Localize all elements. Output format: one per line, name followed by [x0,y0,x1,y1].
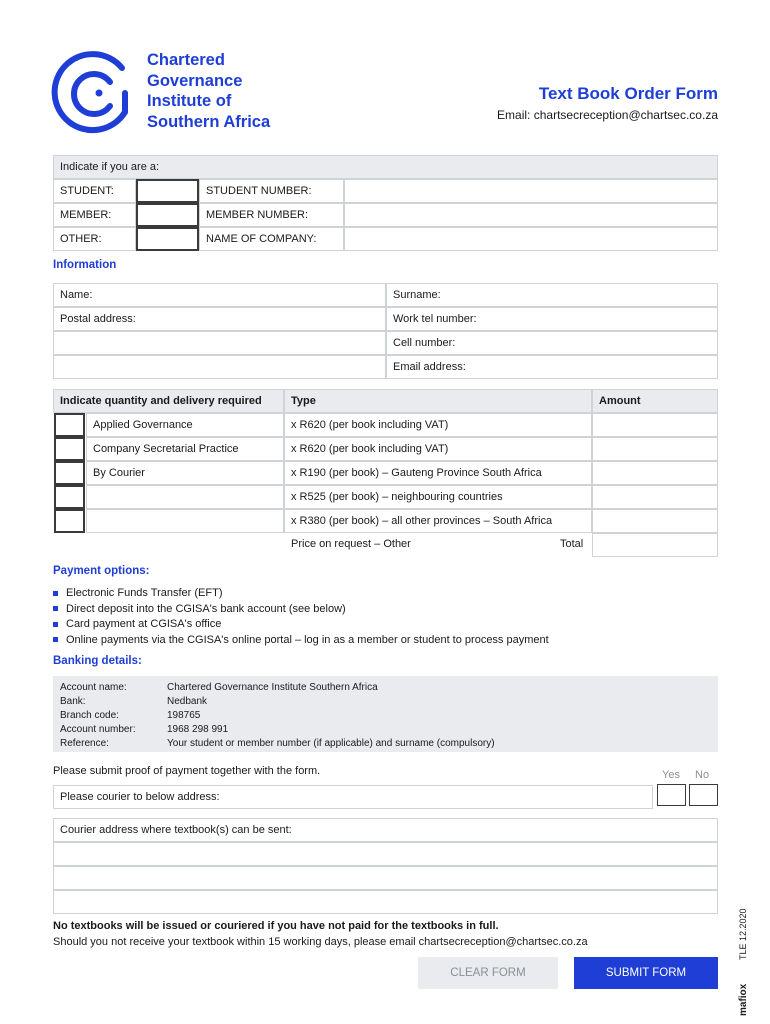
courier-address-line-3[interactable] [53,866,718,890]
bullet-icon [53,637,58,642]
member-number-input[interactable] [344,203,718,227]
side-code: TLE 12.2020 [738,908,748,960]
qty-courier-gauteng[interactable] [54,461,85,485]
cell-number-label: Cell number: [393,337,456,349]
order-item-type: x R620 (per book including VAT) [284,413,592,437]
order-item-label [86,485,284,509]
courier-yes-checkbox[interactable] [657,784,686,806]
list-item [53,633,549,649]
payment-option-text: Card payment at CGISA's office [66,618,222,630]
amount-column-header: Amount [592,389,718,413]
other-checkbox[interactable] [136,227,199,251]
order-item-label: Company Secretarial Practice [86,437,284,461]
amount-input[interactable] [592,437,718,461]
qty-courier-other-provinces[interactable] [54,509,85,533]
surname-label: Surname: [393,289,441,301]
courier-prompt [53,785,653,809]
bullet-icon [53,622,58,627]
brand-name [147,50,270,132]
member-label: MEMBER: [53,203,136,227]
total-label: Total [560,538,584,550]
payment-warning: No textbooks will be issued or couriered if you have not paid for the textbooks in full. [53,920,499,932]
information-heading: Information [53,259,117,271]
price-on-request: Price on request – Other [291,538,411,550]
qty-column-header: Indicate quantity and delivery required [53,389,284,413]
qty-applied-governance[interactable] [54,413,85,437]
bullet-icon [53,606,58,611]
total-input[interactable] [592,533,718,557]
logo [50,48,140,138]
payment-option-text: Online payments via the CGISA's online portal – log in as a member or student to process payment [66,633,549,646]
amount-input[interactable] [592,461,718,485]
banking-heading: Banking details: [53,655,142,667]
work-tel-label: Work tel number: [393,313,477,325]
email-address-label: Email address: [393,361,466,373]
banking-key: Account name: [60,682,127,693]
contact-note: Should you not receive your textbook within 15 working days, please email chartsecreception@chartsec.co.za [53,936,588,948]
bullet-icon [53,591,58,596]
order-item-type: x R380 (per book) – all other provinces – South Africa [284,509,592,533]
student-number-label: STUDENT NUMBER: [199,179,344,203]
other-label: OTHER: [53,227,136,251]
banking-value: 198765 [167,710,201,721]
banking-value: Nedbank [167,696,208,707]
banking-value: Chartered Governance Institute Southern Africa [167,682,378,693]
postal-address-field[interactable] [53,307,386,331]
name-field[interactable] [53,283,386,307]
company-name-input[interactable] [344,227,718,251]
qty-courier-neighbouring[interactable] [54,485,85,509]
postal-address-line-2[interactable] [53,331,386,355]
courier-address-line-4[interactable] [53,890,718,914]
banking-keys [60,681,136,751]
member-number-label: MEMBER NUMBER: [199,203,344,227]
courier-address-line-2[interactable] [53,842,718,866]
qty-company-secretarial-practice[interactable] [54,437,85,461]
courier-no-checkbox[interactable] [689,784,718,806]
student-checkbox[interactable] [136,179,199,203]
brand-line: Governance [147,71,243,90]
yes-label: Yes [662,769,680,781]
banking-key: Branch code: [60,710,119,721]
work-tel-field[interactable] [386,307,718,331]
banking-value: 1968 298 991 [167,724,229,735]
type-column-header: Type [284,389,592,413]
payment-heading: Payment options: [53,565,150,577]
side-brand: mafiox [738,983,749,1016]
student-number-input[interactable] [344,179,718,203]
order-item-type: x R620 (per book including VAT) [284,437,592,461]
student-label: STUDENT: [53,179,136,203]
courier-address-field[interactable] [53,818,718,842]
surname-field[interactable] [386,283,718,307]
amount-input[interactable] [592,413,718,437]
order-item-label: By Courier [86,461,284,485]
amount-input[interactable] [592,485,718,509]
payment-option-text: Direct deposit into the CGISA's bank account (see below) [66,602,346,615]
list-item [53,602,549,618]
form-title: Text Book Order Form [538,84,718,103]
cgisa-logo-mark [50,48,140,138]
brand-line: Chartered [147,51,225,69]
courier-address-label: Courier address where textbook(s) can be sent: [60,824,292,836]
proof-of-payment-text: Please submit proof of payment together with the form. [53,765,321,777]
cell-number-field[interactable] [386,331,718,355]
order-item-label [86,509,284,533]
brand-line: Institute of [147,92,232,110]
courier-prompt-label: Please courier to below address: [60,791,220,803]
order-item-type: x R525 (per book) – neighbouring countries [284,485,592,509]
name-label: Name: [60,289,93,301]
order-item-label: Applied Governance [86,413,284,437]
header-email: Email: chartsecreception@chartsec.co.za [497,108,718,122]
amount-input[interactable] [592,509,718,533]
banking-key: Account number: [60,724,136,735]
postal-address-line-3[interactable] [53,355,386,379]
banking-key: Bank: [60,696,86,707]
no-label: No [695,769,710,781]
list-item [53,617,549,633]
email-address-field[interactable] [386,355,718,379]
brand-line: Southern Africa [147,112,271,131]
indicate-heading: Indicate if you are a: [53,155,718,179]
payment-options-list [53,586,549,648]
payment-option-text: Electronic Funds Transfer (EFT) [66,587,223,599]
banking-values [167,681,495,751]
member-checkbox[interactable] [136,203,199,227]
banking-value: Your student or member number (if applicable) and surname (compulsory) [167,738,495,749]
banking-key: Reference: [60,738,109,749]
postal-address-label: Postal address: [60,313,136,325]
company-name-label: NAME OF COMPANY: [199,227,344,251]
list-item [53,586,549,602]
clear-form-button[interactable]: CLEAR FORM [418,957,558,989]
submit-form-button[interactable]: SUBMIT FORM [574,957,718,989]
order-item-type: x R190 (per book) – Gauteng Province South Africa [284,461,592,485]
